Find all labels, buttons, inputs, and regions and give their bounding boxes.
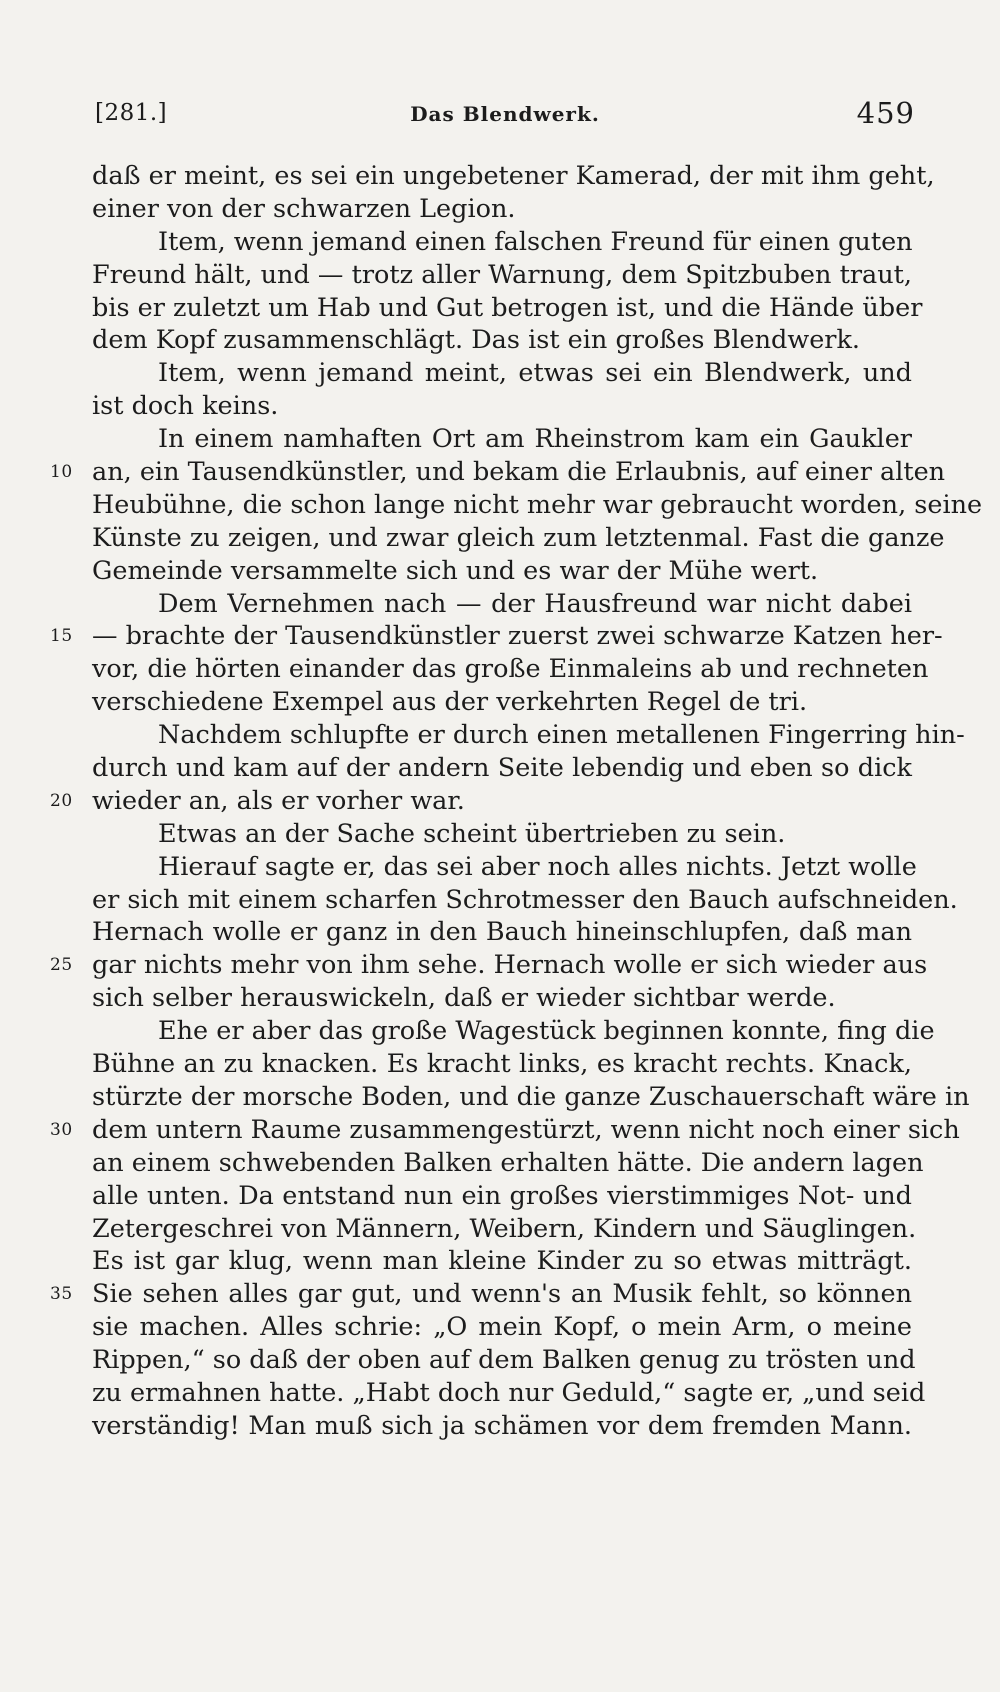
- line-text: dem untern Raume zusammengestürzt, wenn nicht noch einer sich: [92, 1114, 960, 1145]
- body-text: [50, 160, 983, 1443]
- text-line: [92, 851, 917, 884]
- text-line: [92, 324, 912, 357]
- text-line: [50, 785, 912, 818]
- page-number: 459: [856, 96, 915, 130]
- text-line: [92, 390, 912, 423]
- line-number: 20: [50, 790, 73, 811]
- text-line: [92, 588, 912, 621]
- line-text: dem Kopf zusammenschlägt. Das ist ein großes Blendwerk.: [92, 325, 861, 356]
- line-text: Sie sehen alles gar gut, und wenn's an Musik fehlt, so können: [92, 1279, 912, 1310]
- line-text: Bühne an zu knacken. Es kracht links, es kracht rechts. Knack,: [92, 1049, 912, 1080]
- line-text: Zetergeschrei von Männern, Weibern, Kindern und Säuglingen.: [92, 1213, 917, 1244]
- line-text: Etwas an der Sache scheint übertrieben zu sein.: [158, 818, 786, 849]
- line-text: sie machen. Alles schrie: „O mein Kopf, o mein Arm, o meine: [92, 1312, 912, 1343]
- text-line: [92, 193, 912, 226]
- text-line: [92, 555, 912, 588]
- text-line: [92, 1147, 924, 1180]
- text-line: [92, 818, 912, 851]
- line-text: Hierauf sagte er, das sei aber noch alles nichts. Jetzt wolle: [158, 851, 917, 882]
- line-text: daß er meint, es sei ein ungebetener Kamerad, der mit ihm geht,: [92, 161, 935, 191]
- text-line: [92, 160, 935, 193]
- line-text: Heubühne, die schon lange nicht mehr war gebraucht worden, seine: [92, 489, 983, 520]
- header-title: Das Blendwerk.: [410, 102, 600, 126]
- line-text: vor, die hörten einander das große Einmaleins ab und rechneten: [92, 654, 929, 685]
- line-text: — brachte der Tausendkünstler zuerst zwei schwarze Katzen her-: [92, 621, 943, 652]
- line-number: 15: [50, 626, 73, 647]
- line-text: In einem namhaften Ort am Rheinstrom kam ein Gaukler: [158, 424, 912, 455]
- line-number: 25: [50, 955, 73, 976]
- line-number: 10: [50, 462, 73, 483]
- text-line: [50, 1278, 912, 1311]
- line-text: verschiedene Exempel aus der verkehrten Regel de tri.: [92, 687, 808, 718]
- text-line: [92, 226, 912, 259]
- header-section-mark: [281.]: [95, 100, 168, 126]
- text-line: [92, 1377, 926, 1410]
- line-text: stürzte der morsche Boden, und die ganze Zuschauerschaft wäre in: [92, 1081, 970, 1112]
- text-line: [92, 259, 912, 292]
- line-number: 30: [50, 1119, 73, 1140]
- text-line: [92, 686, 912, 719]
- line-text: einer von der schwarzen Legion.: [92, 193, 516, 224]
- text-line: [50, 949, 928, 982]
- line-text: Dem Vernehmen nach — der Hausfreund war nicht dabei: [158, 588, 912, 619]
- line-text: verständig! Man muß sich ja schämen vor dem fremden Mann.: [92, 1410, 912, 1441]
- line-text: alle unten. Da entstand nun ein großes vierstimmiges Not- und: [92, 1180, 912, 1211]
- line-text: zu ermahnen hatte. „Habt doch nur Geduld,“ sagte er, „und seid: [92, 1377, 926, 1408]
- text-line: [92, 1311, 912, 1344]
- text-line: [92, 522, 945, 555]
- text-line: [92, 357, 912, 390]
- text-line: [92, 884, 958, 917]
- text-line: [92, 292, 923, 325]
- line-text: er sich mit einem scharfen Schrotmesser den Bauch aufschneiden.: [92, 884, 958, 915]
- line-text: wieder an, als er vorher war.: [92, 785, 465, 816]
- text-line: [92, 423, 912, 456]
- text-line: [92, 1410, 912, 1443]
- text-line: [92, 719, 965, 752]
- text-line: [92, 1081, 970, 1114]
- text-line: [92, 489, 983, 522]
- line-text: Freund hält, und — trotz aller Warnung, dem Spitzbuben traut,: [92, 259, 912, 290]
- line-text: Nachdem schlupfte er durch einen metallenen Fingerring hin-: [158, 720, 965, 751]
- text-line: [92, 1048, 912, 1081]
- line-text: Ehe er aber das große Wagestück beginnen konnte, fing die: [158, 1016, 935, 1047]
- text-line: [92, 1344, 916, 1377]
- text-line: [92, 752, 912, 785]
- line-text: bis er zuletzt um Hab und Gut betrogen ist, und die Hände über: [92, 292, 923, 323]
- line-text: an, ein Tausendkünstler, und bekam die Erlaubnis, auf einer alten: [92, 457, 946, 488]
- line-text: Hernach wolle er ganz in den Bauch hineinschlupfen, daß man: [92, 917, 912, 948]
- line-number: 35: [50, 1284, 73, 1305]
- text-line: [92, 982, 912, 1015]
- line-text: Item, wenn jemand meint, etwas sei ein Blendwerk, und: [158, 358, 912, 389]
- line-text: Item, wenn jemand einen falschen Freund für einen guten: [158, 226, 913, 257]
- text-line: [92, 1213, 917, 1246]
- line-text: Künste zu zeigen, und zwar gleich zum letztenmal. Fast die ganze: [92, 522, 945, 553]
- line-text: gar nichts mehr von ihm sehe. Hernach wolle er sich wieder aus: [92, 950, 928, 981]
- running-header: [95, 96, 915, 140]
- text-line: [92, 1180, 912, 1213]
- text-line: [92, 653, 929, 686]
- text-line: [92, 1015, 935, 1048]
- line-text: Es ist gar klug, wenn man kleine Kinder zu so etwas mitträgt.: [92, 1246, 912, 1277]
- line-text: ist doch keins.: [92, 391, 279, 422]
- text-line: [92, 916, 912, 949]
- text-line: [50, 620, 943, 653]
- line-text: durch und kam auf der andern Seite lebendig und eben so dick: [92, 753, 912, 784]
- line-text: sich selber herauswickeln, daß er wieder sichtbar werde.: [92, 983, 836, 1014]
- text-line: [50, 1114, 960, 1147]
- text-line: [92, 1245, 912, 1278]
- line-text: Gemeinde versammelte sich und es war der Mühe wert.: [92, 555, 819, 586]
- text-line: [50, 456, 946, 489]
- line-text: Rippen,“ so daß der oben auf dem Balken genug zu trösten und: [92, 1345, 916, 1376]
- line-text: an einem schwebenden Balken erhalten hätte. Die andern lagen: [92, 1147, 924, 1178]
